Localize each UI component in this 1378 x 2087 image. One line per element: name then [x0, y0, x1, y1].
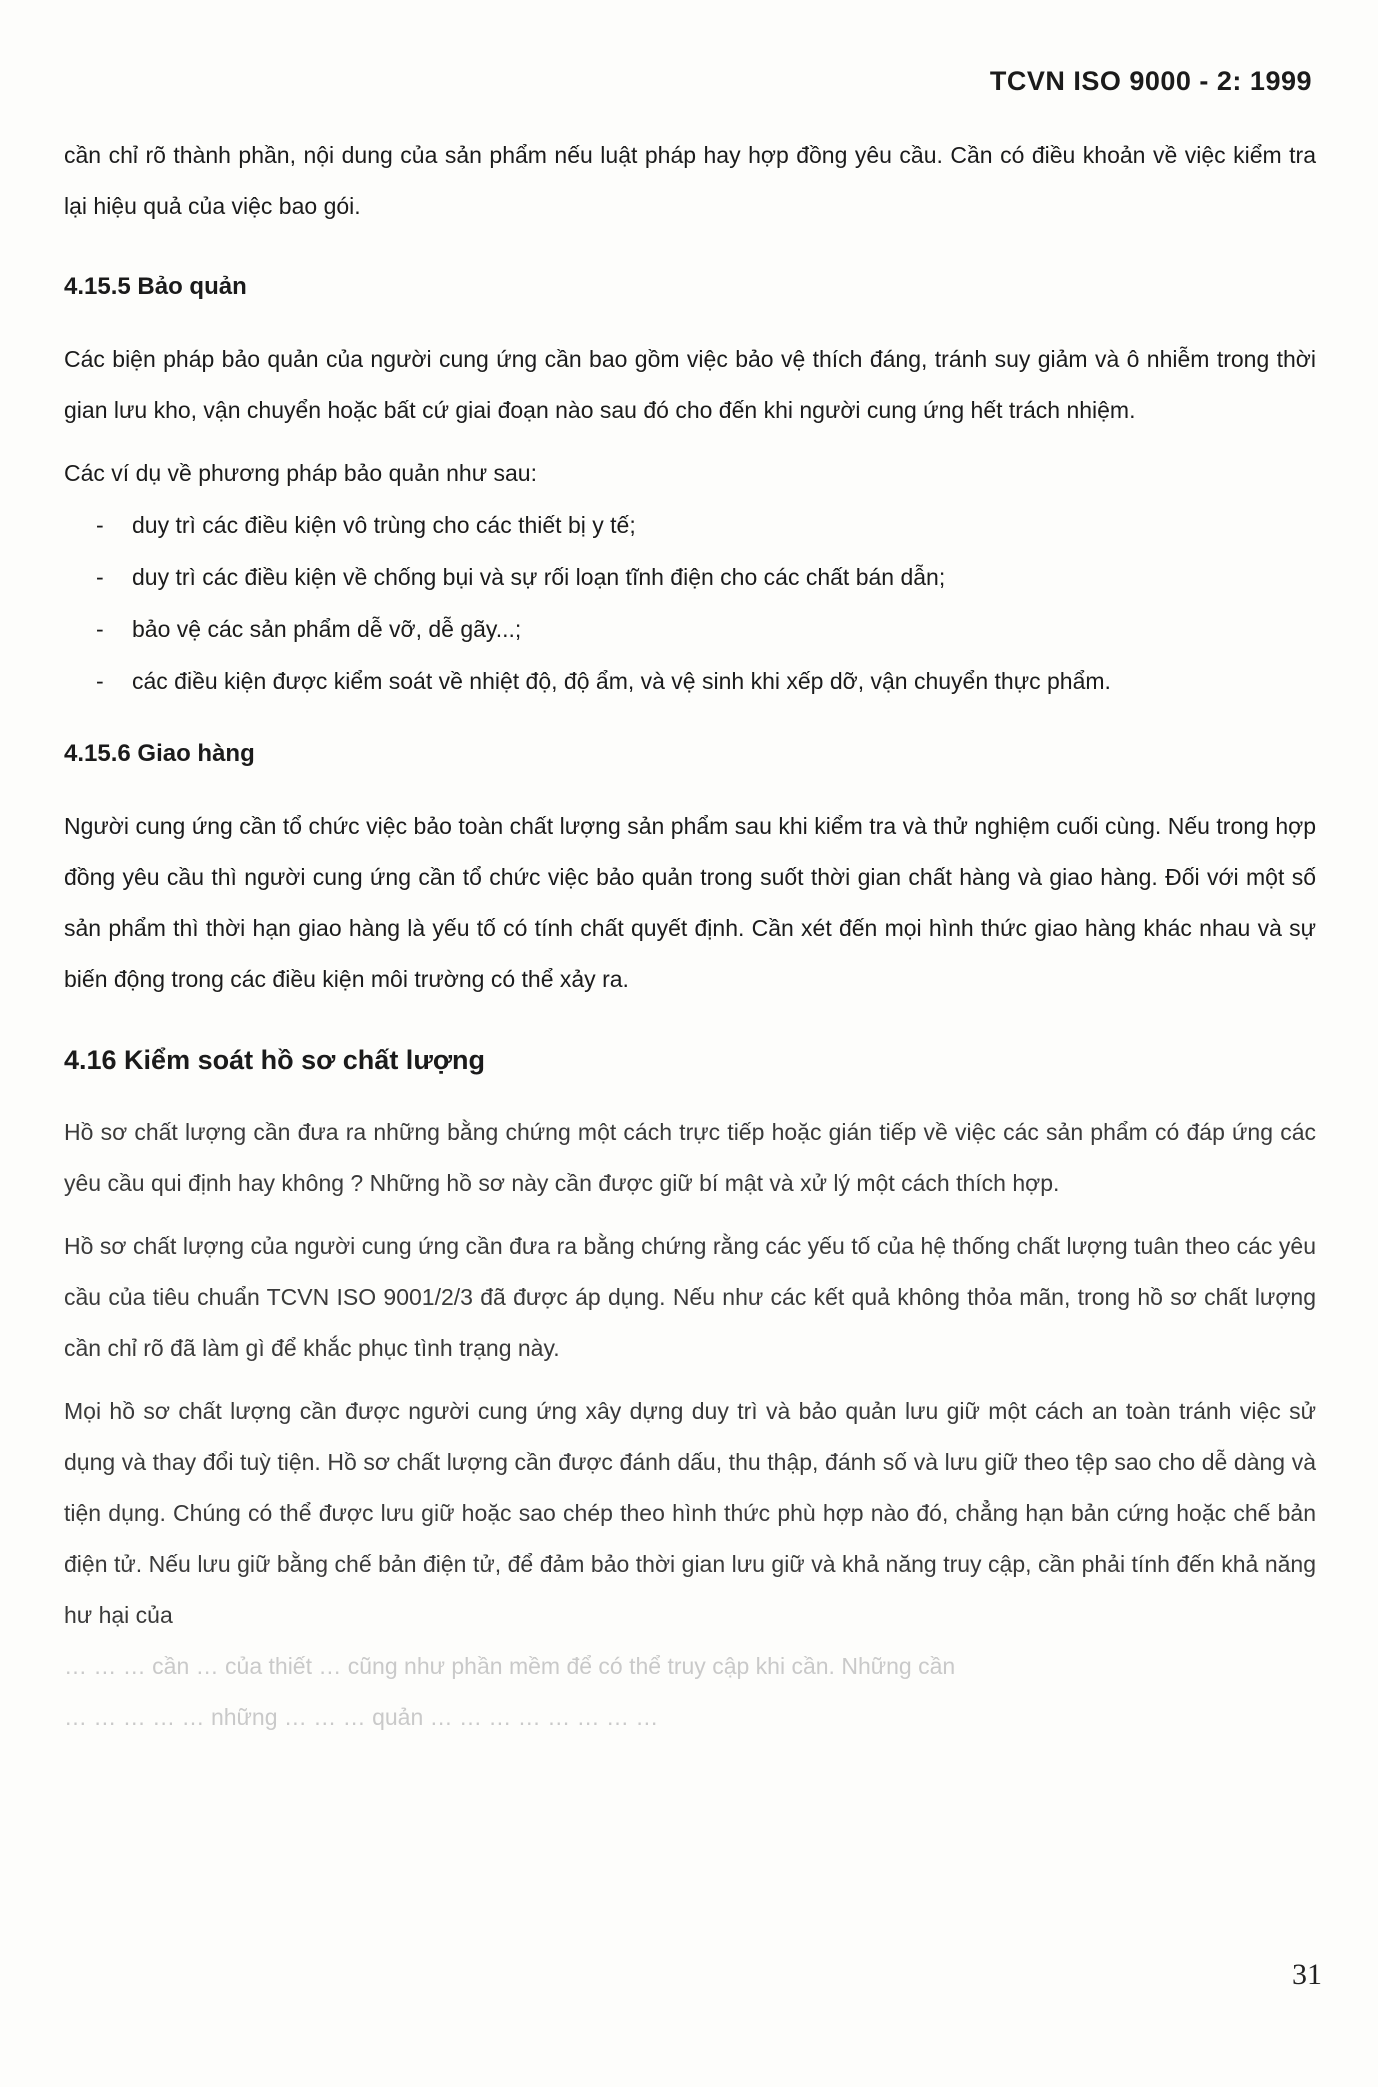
section-4-16-paragraph-1: Hồ sơ chất lượng cần đưa ra những bằng chứng một cách trực tiếp hoặc gián tiếp về việc các sản phẩm có đáp ứng các yêu cầu qui định hay không ? Những hồ sơ này cần được giữ bí mật và xử lý một cách thích hợp.	[64, 1119, 1316, 1196]
page-content	[64, 130, 1316, 1743]
list-item: - duy trì các điều kiện vô trùng cho các thiết bị y tế;	[96, 512, 636, 538]
section-4-16-paragraph-2: Hồ sơ chất lượng của người cung ứng cần đưa ra bằng chứng rằng các yếu tố của hệ thống chất lượng tuân theo các yêu cầu của tiêu chuẩn TCVN ISO 9001/2/3 đã được áp dụng. Nếu như các kết quả không thỏa mãn, trong hồ sơ chất lượng cần chỉ rõ đã làm gì để khắc phục tình trạng này.	[64, 1233, 1316, 1361]
faded-text-line-2: … … … … … những … … … quản … … … … … … … …	[64, 1704, 659, 1730]
list-item: - duy trì các điều kiện về chống bụi và sự rối loạn tĩnh điện cho các chất bán dẫn;	[96, 564, 946, 590]
document-header: TCVN ISO 9000 - 2: 1999	[989, 66, 1312, 96]
faded-text-line-1: … … … cần … của thiết … cũng như phần mềm để có thể truy cập khi cần. Những cần	[64, 1653, 956, 1679]
section-4-15-5-paragraph-2: Các ví dụ về phương pháp bảo quản như sau:	[64, 460, 537, 486]
preservation-examples-list	[64, 499, 1316, 707]
section-4-15-5-heading: 4.15.5 Bảo quản	[64, 273, 247, 300]
list-item: - các điều kiện được kiểm soát về nhiệt độ, độ ẩm, và vệ sinh khi xếp dỡ, vận chuyển thực phẩm.	[96, 668, 1111, 694]
section-4-16-paragraph-3: Mọi hồ sơ chất lượng cần được người cung ứng xây dựng duy trì và bảo quản lưu giữ một cách an toàn tránh việc sử dụng và thay đổi tuỳ tiện. Hồ sơ chất lượng cần được đánh dấu, thu thập, đánh số và lưu giữ theo tệp sao cho dễ dàng và tiện dụng. Chúng có thể được lưu giữ hoặc sao chép theo hình thức phù hợp nào đó, chẳng hạn bản cứng hoặc chế bản điện tử. Nếu lưu giữ bằng chế bản điện tử, để đảm bảo thời gian lưu giữ và khả năng truy cập, cần phải tính đến khả năng hư hại của	[64, 1398, 1316, 1628]
section-4-15-5-paragraph-1: Các biện pháp bảo quản của người cung ứng cần bao gồm việc bảo vệ thích đáng, tránh suy giảm và ô nhiễm trong thời gian lưu kho, vận chuyển hoặc bất cứ giai đoạn nào sau đó cho đến khi người cung ứng hết trách nhiệm.	[64, 346, 1316, 423]
list-item: - bảo vệ các sản phẩm dễ vỡ, dễ gãy...;	[96, 616, 522, 642]
section-4-15-6-heading: 4.15.6 Giao hàng	[64, 740, 255, 767]
list-item-text: duy trì các điều kiện vô trùng cho các thiết bị y tế;	[132, 512, 636, 538]
list-item-text: các điều kiện được kiểm soát về nhiệt độ, độ ẩm, và vệ sinh khi xếp dỡ, vận chuyển thực phẩm.	[132, 668, 1111, 694]
list-item-text: duy trì các điều kiện về chống bụi và sự rối loạn tĩnh điện cho các chất bán dẫn;	[132, 564, 946, 590]
section-4-16-heading: 4.16 Kiểm soát hồ sơ chất lượng	[64, 1045, 486, 1075]
page-number: 31	[1292, 1958, 1322, 1991]
intro-paragraph: cần chỉ rõ thành phần, nội dung của sản phẩm nếu luật pháp hay hợp đồng yêu cầu. Cần có điều khoản về việc kiểm tra lại hiệu quả của việc bao gói.	[64, 142, 1316, 219]
list-item-text: bảo vệ các sản phẩm dễ vỡ, dễ gãy...;	[132, 616, 522, 642]
section-4-15-6-paragraph: Người cung ứng cần tổ chức việc bảo toàn chất lượng sản phẩm sau khi kiểm tra và thử nghiệm cuối cùng. Nếu trong hợp đồng yêu cầu thì người cung ứng cần tổ chức việc bảo quản trong suốt thời gian chất hàng và giao hàng. Đối với một số sản phẩm thì thời hạn giao hàng là yếu tố có tính chất quyết định. Cần xét đến mọi hình thức giao hàng khác nhau và sự biến động trong các điều kiện môi trường có thể xảy ra.	[64, 813, 1316, 992]
